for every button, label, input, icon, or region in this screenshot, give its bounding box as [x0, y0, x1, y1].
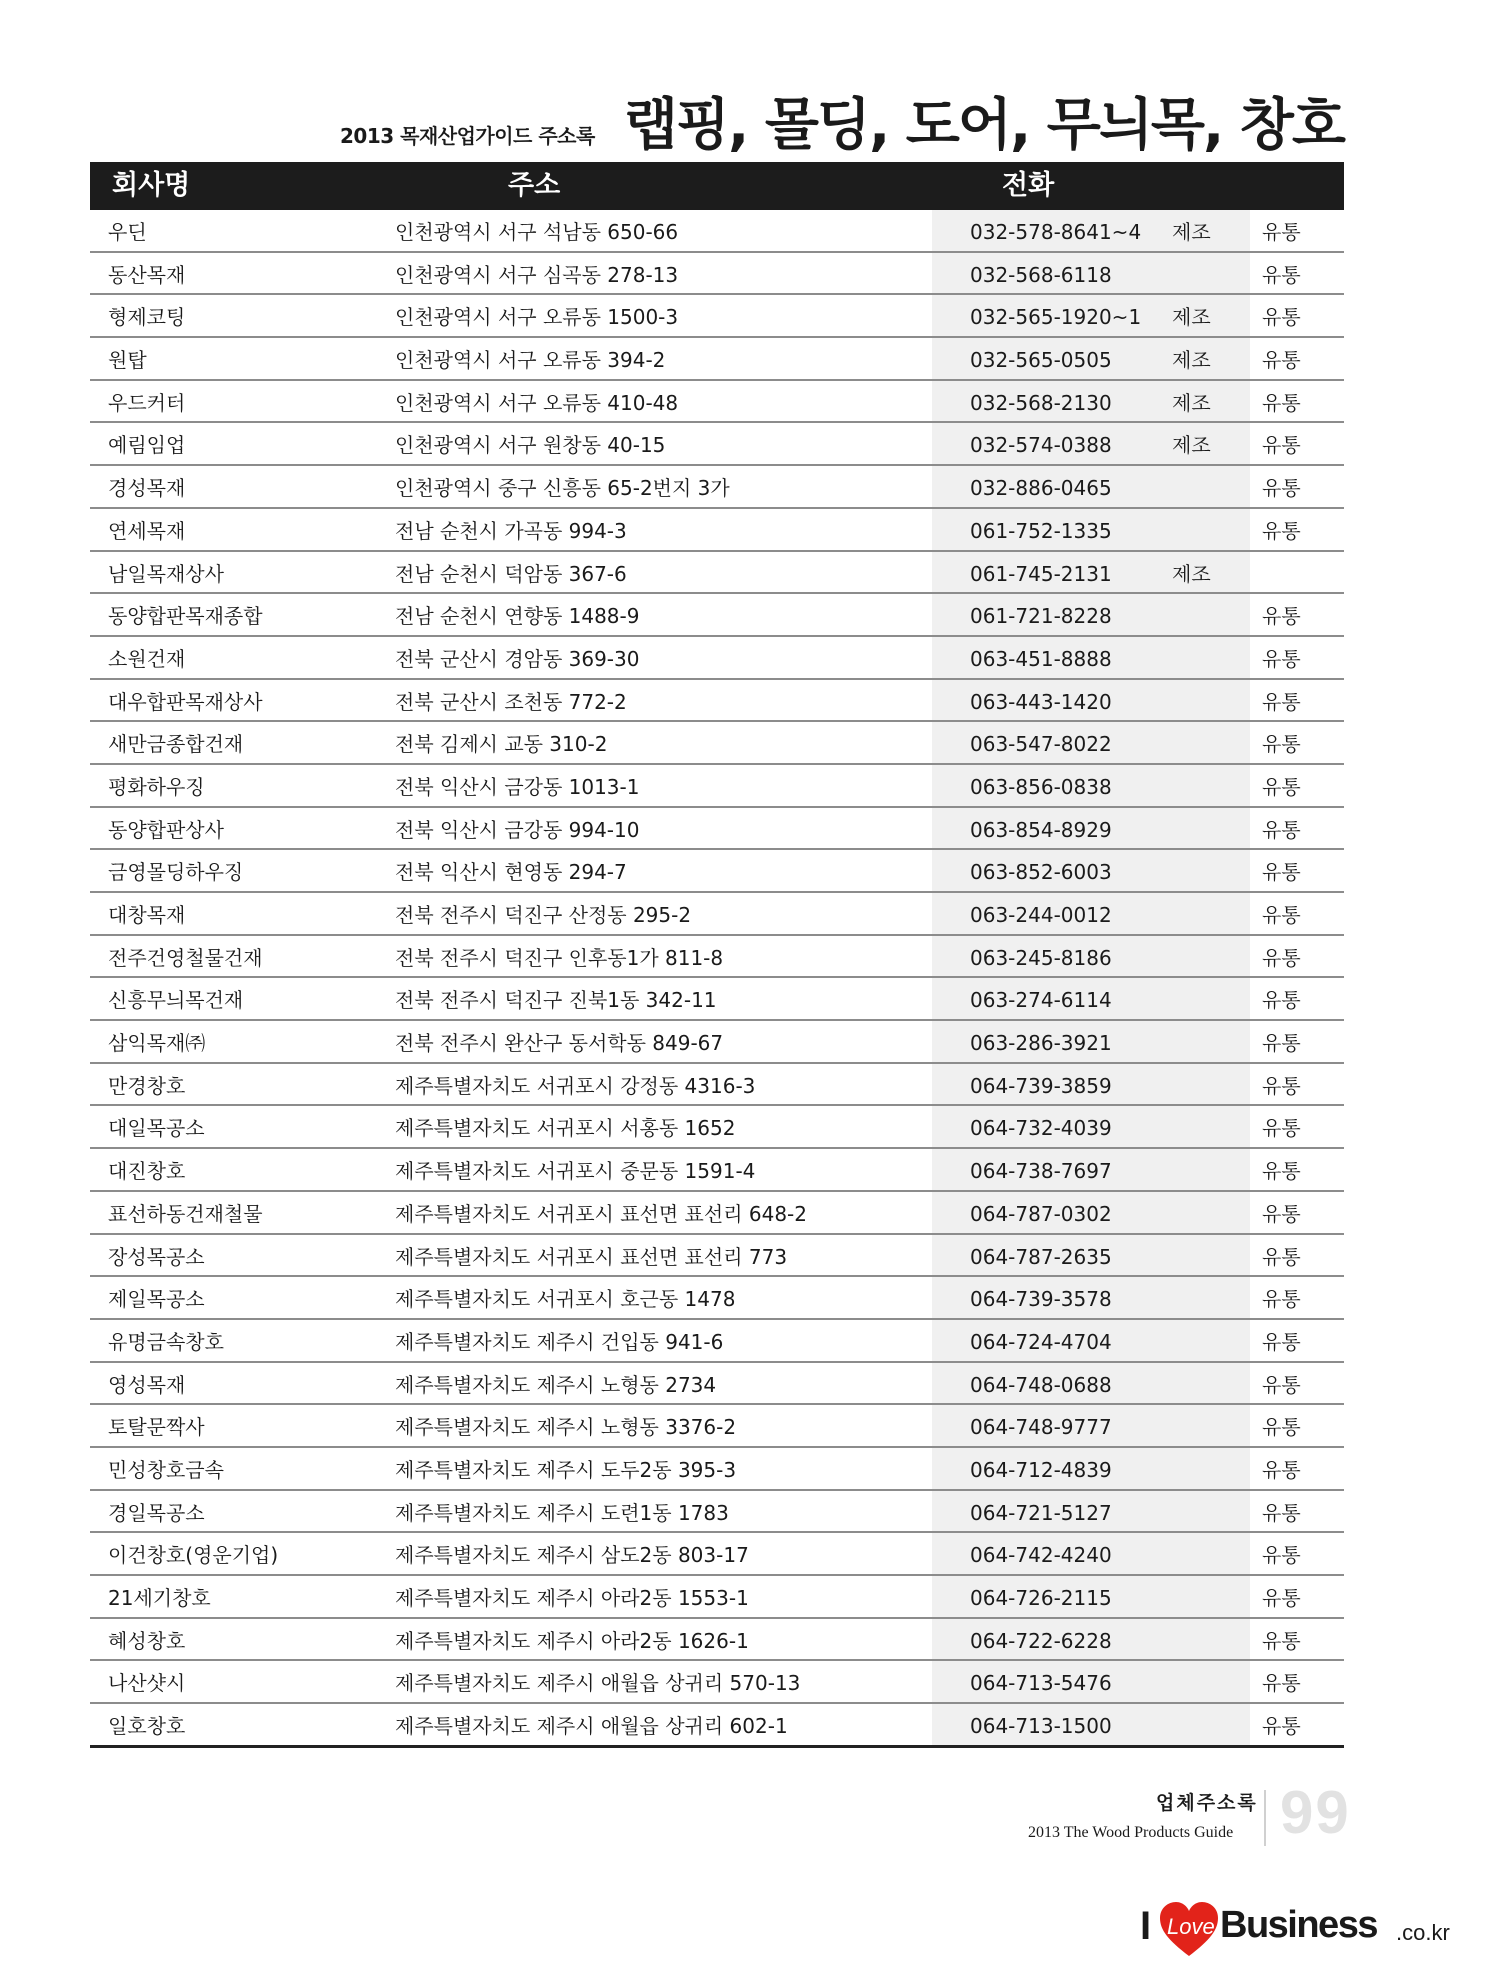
company-name-cell: 형제코팅 [108, 305, 186, 330]
address-cell: 인천광역시 서구 석남동 650-66 [395, 220, 679, 244]
address-cell: 제주특별자치도 제주시 아라2동 1553-1 [395, 1586, 749, 1610]
phone-cell: 063-443-1420 [970, 689, 1112, 714]
category-title: 랩핑, 몰딩, 도어, 무늬목, 창호 [623, 93, 1344, 158]
company-name-cell: 동양합판목재종합 [108, 604, 263, 629]
address-cell: 제주특별자치도 제주시 삼도2동 803-17 [395, 1543, 749, 1568]
company-name-cell: 신흥무늬목건재 [108, 988, 244, 1013]
table-row [90, 1320, 1344, 1363]
distribution-tag: 유통 [1262, 433, 1301, 458]
distribution-tag: 유통 [1262, 1116, 1301, 1141]
manufacture-tag: 제조 [1172, 348, 1211, 373]
company-name-cell: 원탑 [108, 348, 147, 373]
address-cell: 전북 익산시 현영동 294-7 [395, 860, 627, 885]
guide-label: 2013 목재산업가이드 주소록 [340, 124, 595, 148]
address-cell: 전북 전주시 덕진구 인후동1가 811-8 [395, 945, 724, 970]
distribution-tag: 유통 [1262, 689, 1301, 714]
phone-cell: 064-739-3578 [970, 1287, 1112, 1312]
table-row [90, 1448, 1344, 1491]
company-name-cell: 일호창호 [108, 1714, 186, 1739]
phone-cell: 061-745-2131 [970, 561, 1112, 586]
address-cell: 전북 전주시 완산구 동서학동 849-67 [395, 1031, 724, 1056]
company-name-cell: 금영몰딩하우징 [108, 860, 244, 885]
table-row [90, 1491, 1344, 1534]
table-row [90, 1533, 1344, 1576]
distribution-tag: 유통 [1262, 390, 1301, 415]
table-row [90, 1619, 1344, 1662]
address-cell: 제주특별자치도 서귀포시 중문동 1591-4 [395, 1159, 756, 1184]
column-header-company: 회사명 [112, 170, 191, 201]
phone-cell: 064-712-4839 [970, 1457, 1112, 1482]
phone-cell: 064-787-2635 [970, 1244, 1112, 1269]
phone-cell: 064-713-1500 [970, 1714, 1112, 1739]
phone-cell: 063-852-6003 [970, 860, 1112, 885]
address-cell: 제주특별자치도 서귀포시 강정동 4316-3 [395, 1073, 756, 1098]
distribution-tag: 유통 [1262, 1543, 1301, 1568]
table-row [90, 509, 1344, 552]
footer-divider [1264, 1790, 1266, 1846]
company-name-cell: 동산목재 [108, 262, 186, 287]
address-cell: 제주특별자치도 서귀포시 표선면 표선리 648-2 [395, 1201, 807, 1226]
manufacture-tag: 제조 [1172, 390, 1211, 415]
distribution-tag: 유통 [1262, 860, 1301, 885]
address-cell: 인천광역시 중구 신흥동 65-2번지 3가 [395, 476, 730, 501]
phone-cell: 064-721-5127 [970, 1500, 1112, 1525]
page-header [90, 90, 1344, 162]
address-cell: 제주특별자치도 제주시 애월읍 상귀리 602-1 [395, 1714, 788, 1739]
phone-cell: 063-547-8022 [970, 732, 1112, 757]
table-row [90, 594, 1344, 637]
phone-cell: 064-726-2115 [970, 1586, 1112, 1610]
address-cell: 인천광역시 서구 오류동 1500-3 [395, 305, 679, 330]
address-cell: 제주특별자치도 서귀포시 표선면 표선리 773 [395, 1244, 788, 1269]
distribution-tag: 유통 [1262, 1586, 1301, 1610]
table-row [90, 893, 1344, 936]
table-row [90, 210, 1344, 253]
table-row [90, 936, 1344, 979]
address-cell: 제주특별자치도 제주시 도두2동 395-3 [395, 1457, 737, 1482]
phone-cell: 032-574-0388 [970, 433, 1112, 458]
address-cell: 인천광역시 서구 원창동 40-15 [395, 433, 666, 458]
phone-cell: 064-732-4039 [970, 1116, 1112, 1141]
manufacture-tag: 제조 [1172, 561, 1211, 586]
distribution-tag: 유통 [1262, 817, 1301, 842]
phone-cell: 063-856-0838 [970, 774, 1112, 799]
distribution-tag: 유통 [1262, 1457, 1301, 1482]
company-name-cell: 표선하동건재철물 [108, 1201, 263, 1226]
phone-cell: 063-244-0012 [970, 903, 1112, 927]
phone-cell: 061-721-8228 [970, 604, 1112, 629]
address-cell: 전북 전주시 덕진구 진북1동 342-11 [395, 988, 717, 1013]
phone-cell: 064-722-6228 [970, 1628, 1112, 1653]
table-row [90, 1363, 1344, 1406]
footer-section-label: 업체주소록 [1156, 1792, 1258, 1814]
distribution-tag: 유통 [1262, 1415, 1301, 1440]
table-row [90, 1235, 1344, 1278]
logo-domain-text: .co.kr [1396, 1920, 1450, 1945]
address-cell: 전북 익산시 금강동 1013-1 [395, 774, 640, 799]
table-row [90, 1106, 1344, 1149]
distribution-tag: 유통 [1262, 646, 1301, 671]
phone-cell: 032-886-0465 [970, 476, 1112, 501]
company-name-cell: 새만금종합건재 [108, 732, 244, 757]
company-name-cell: 소원건재 [108, 646, 186, 671]
address-cell: 인천광역시 서구 심곡동 278-13 [395, 262, 679, 287]
company-name-cell: 우드커터 [108, 390, 186, 415]
phone-cell: 061-752-1335 [970, 518, 1112, 543]
distribution-tag: 유통 [1262, 1159, 1301, 1184]
company-name-cell: 21세기창호 [108, 1586, 211, 1610]
footer-guide-title: 2013 The Wood Products Guide [1028, 1824, 1234, 1841]
logo-love-text: Love [1167, 1914, 1215, 1939]
column-header-address: 주소 [508, 170, 561, 201]
table-row [90, 680, 1344, 723]
distribution-tag: 유통 [1262, 1201, 1301, 1226]
phone-cell: 063-274-6114 [970, 988, 1112, 1013]
address-cell: 제주특별자치도 제주시 노형동 2734 [395, 1372, 717, 1397]
phone-cell: 063-286-3921 [970, 1031, 1112, 1056]
table-row [90, 1704, 1344, 1748]
page-number: 99 [1280, 1779, 1351, 1846]
distribution-tag: 유통 [1262, 348, 1301, 373]
table-row [90, 1021, 1344, 1064]
distribution-tag: 유통 [1262, 1244, 1301, 1269]
address-cell: 제주특별자치도 서귀포시 호근동 1478 [395, 1287, 736, 1312]
address-cell: 전남 순천시 연향동 1488-9 [395, 604, 640, 629]
table-row [90, 466, 1344, 509]
company-name-cell: 토탈문짝사 [108, 1415, 205, 1440]
table-row [90, 253, 1344, 296]
logo-letter-i: I [1140, 1904, 1152, 1948]
address-cell: 전북 전주시 덕진구 산정동 295-2 [395, 903, 692, 927]
company-name-cell: 예림임업 [108, 433, 186, 458]
table-row [90, 722, 1344, 765]
table-row [90, 765, 1344, 808]
address-cell: 인천광역시 서구 오류동 410-48 [395, 390, 679, 415]
table-row [90, 978, 1344, 1021]
distribution-tag: 유통 [1262, 945, 1301, 970]
address-cell: 전남 순천시 덕암동 367-6 [395, 561, 627, 586]
phone-cell: 064-739-3859 [970, 1073, 1112, 1098]
distribution-tag: 유통 [1262, 1372, 1301, 1397]
address-cell: 인천광역시 서구 오류동 394-2 [395, 348, 666, 373]
company-name-cell: 삼익목재㈜ [108, 1031, 206, 1056]
company-name-cell: 남일목재상사 [108, 561, 224, 586]
company-name-cell: 대일목공소 [108, 1116, 205, 1141]
phone-cell: 064-748-9777 [970, 1415, 1112, 1440]
table-row [90, 1192, 1344, 1235]
distribution-tag: 유통 [1262, 305, 1301, 330]
company-name-cell: 만경창호 [108, 1073, 186, 1098]
distribution-tag: 유통 [1262, 1714, 1301, 1739]
phone-cell: 032-568-2130 [970, 390, 1112, 415]
table-row [90, 338, 1344, 381]
company-name-cell: 경성목재 [108, 476, 186, 501]
company-name-cell: 장성목공소 [108, 1244, 205, 1269]
address-cell: 제주특별자치도 제주시 건입동 941-6 [395, 1329, 724, 1354]
company-name-cell: 우딘 [108, 220, 147, 244]
phone-cell: 064-787-0302 [970, 1201, 1112, 1226]
table-row [90, 1149, 1344, 1192]
phone-cell: 064-724-4704 [970, 1329, 1112, 1354]
company-name-cell: 동양합판상사 [108, 817, 224, 842]
table-row [90, 295, 1344, 338]
phone-cell: 063-854-8929 [970, 817, 1112, 842]
distribution-tag: 유통 [1262, 774, 1301, 799]
logo-business-text: Business [1220, 1904, 1377, 1946]
company-name-cell: 대진창호 [108, 1159, 186, 1184]
distribution-tag: 유통 [1262, 1329, 1301, 1354]
table-row [90, 637, 1344, 680]
address-cell: 전북 김제시 교동 310-2 [395, 732, 608, 757]
phone-cell: 064-742-4240 [970, 1543, 1112, 1568]
distribution-tag: 유통 [1262, 220, 1301, 244]
distribution-tag: 유통 [1262, 1287, 1301, 1312]
table-row [90, 1576, 1344, 1619]
phone-cell: 063-451-8888 [970, 646, 1112, 671]
phone-cell: 063-245-8186 [970, 945, 1112, 970]
company-name-cell: 전주건영철물건재 [108, 945, 263, 970]
company-name-cell: 유명금속창호 [108, 1329, 224, 1354]
table-row [90, 381, 1344, 424]
company-name-cell: 제일목공소 [108, 1287, 205, 1312]
phone-cell: 032-565-1920~1 [970, 305, 1142, 330]
distribution-tag: 유통 [1262, 476, 1301, 501]
address-cell: 전북 군산시 경암동 369-30 [395, 646, 640, 671]
table-row [90, 423, 1344, 466]
address-cell: 제주특별자치도 제주시 도련1동 1783 [395, 1500, 729, 1525]
distribution-tag: 유통 [1262, 988, 1301, 1013]
distribution-tag: 유통 [1262, 1073, 1301, 1098]
column-header-phone: 전화 [1002, 170, 1055, 201]
distribution-tag: 유통 [1262, 1500, 1301, 1525]
address-cell: 전남 순천시 가곡동 994-3 [395, 518, 627, 543]
company-name-cell: 경일목공소 [108, 1500, 205, 1525]
table-row [90, 1661, 1344, 1704]
address-cell: 전북 군산시 조천동 772-2 [395, 689, 627, 714]
manufacture-tag: 제조 [1172, 305, 1211, 330]
phone-cell: 032-568-6118 [970, 262, 1112, 287]
phone-cell: 032-578-8641~4 [970, 220, 1142, 244]
manufacture-tag: 제조 [1172, 220, 1211, 244]
table-row [90, 1064, 1344, 1107]
address-cell: 제주특별자치도 제주시 애월읍 상귀리 570-13 [395, 1671, 801, 1696]
distribution-tag: 유통 [1262, 518, 1301, 543]
address-cell: 제주특별자치도 서귀포시 서홍동 1652 [395, 1116, 736, 1141]
table-header [90, 162, 1344, 210]
company-name-cell: 민성창호금속 [108, 1457, 224, 1482]
company-name-cell: 나산샷시 [108, 1671, 186, 1696]
address-cell: 제주특별자치도 제주시 노형동 3376-2 [395, 1415, 737, 1440]
phone-cell: 064-738-7697 [970, 1159, 1112, 1184]
distribution-tag: 유통 [1262, 903, 1301, 927]
distribution-tag: 유통 [1262, 1628, 1301, 1653]
company-name-cell: 연세목재 [108, 518, 186, 543]
company-name-cell: 혜성창호 [108, 1628, 186, 1653]
phone-cell: 032-565-0505 [970, 348, 1112, 373]
company-name-cell: 대창목재 [108, 903, 186, 927]
table-row [90, 552, 1344, 595]
table-row [90, 1405, 1344, 1448]
company-name-cell: 이건창호(영운기업) [108, 1543, 279, 1568]
distribution-tag: 유통 [1262, 262, 1301, 287]
table-row [90, 808, 1344, 851]
manufacture-tag: 제조 [1172, 433, 1211, 458]
company-name-cell: 영성목재 [108, 1372, 186, 1397]
table-row [90, 1277, 1344, 1320]
distribution-tag: 유통 [1262, 1031, 1301, 1056]
address-cell: 제주특별자치도 제주시 아라2동 1626-1 [395, 1628, 749, 1653]
table-row [90, 850, 1344, 893]
company-table-body [90, 210, 1344, 1748]
distribution-tag: 유통 [1262, 604, 1301, 629]
distribution-tag: 유통 [1262, 732, 1301, 757]
address-cell: 전북 익산시 금강동 994-10 [395, 817, 640, 842]
phone-cell: 064-713-5476 [970, 1671, 1112, 1696]
phone-cell: 064-748-0688 [970, 1372, 1112, 1397]
company-name-cell: 평화하우징 [108, 774, 205, 799]
company-name-cell: 대우합판목재상사 [108, 689, 263, 714]
distribution-tag: 유통 [1262, 1671, 1301, 1696]
